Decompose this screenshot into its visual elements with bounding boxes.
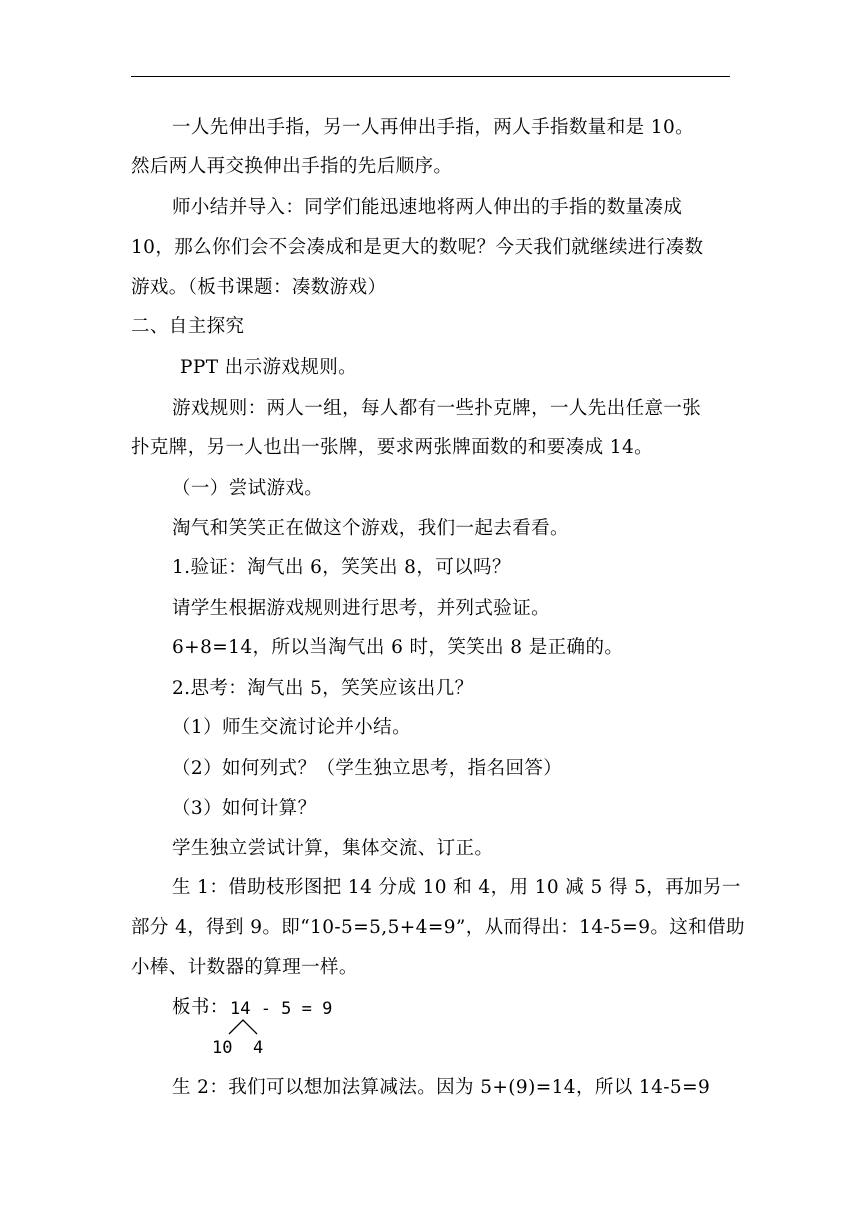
board-equation: 14 - 5 = 9 [230,999,333,1019]
paragraph-line: 6+8=14，所以当淘气出 6 时，笑笑出 8 是正确的。 [172,637,624,658]
paragraph-line: 1.验证：淘气出 6，笑笑出 8，可以吗？ [172,557,511,578]
paragraph-line: 师小结并导入：同学们能迅速地将两人伸出的手指的数量凑成 [172,197,683,218]
paragraph-line: 10，那么你们会不会凑成和是更大的数呢？今天我们就继续进行凑数 [131,237,704,258]
paragraph-line: 小棒、计数器的算理一样。 [131,957,358,978]
branch-diagram [227,1016,259,1036]
paragraph-line: 请学生根据游戏规则进行思考，并列式验证。 [172,598,551,619]
paragraph-line: 学生独立尝试计算，集体交流、订正。 [172,838,494,859]
paragraph-line: 生 1：借助枝形图把 14 分成 10 和 4，用 10 减 5 得 5，再加另一 [172,877,741,898]
paragraph-line: （2）如何列式？（学生独立思考，指名回答） [172,758,563,779]
paragraph-line: 然后两人再交换伸出手指的先后顺序。 [131,156,453,177]
paragraph-line: （3）如何计算？ [172,798,317,819]
paragraph-line: 生 2：我们可以想加法算减法。因为 5+(9)=14，所以 14-5=9 [172,1077,711,1098]
paragraph-line: 部分 4，得到 9。即“10-5=5,5+4=9”，从而得出：14-5=9。这和借助 [131,917,745,938]
board-split: 10 4 [212,1038,264,1058]
paragraph-line: （1）师生交流讨论并小结。 [172,717,411,738]
paragraph-line: PPT 出示游戏规则。 [180,357,358,378]
board-label: 板书： [172,997,229,1018]
section-heading: 二、自主探究 [131,316,245,337]
paragraph-line: 一人先伸出手指，另一人再伸出手指，两人手指数量和是 10。 [172,117,695,138]
paragraph-line: 游戏。（板书课题：凑数游戏） [131,277,387,298]
paragraph-line: 扑克牌，另一人也出一张牌，要求两张牌面数的和要凑成 14。 [131,437,654,458]
paragraph-line: 淘气和笑笑正在做这个游戏，我们一起去看看。 [172,518,569,539]
paragraph-line: 2.思考：淘气出 5，笑笑应该出几？ [172,678,474,699]
subsection-heading: （一）尝试游戏。 [172,478,324,499]
paragraph-line: 游戏规则：两人一组，每人都有一些扑克牌，一人先出任意一张 [172,398,702,419]
header-rule [131,76,730,77]
